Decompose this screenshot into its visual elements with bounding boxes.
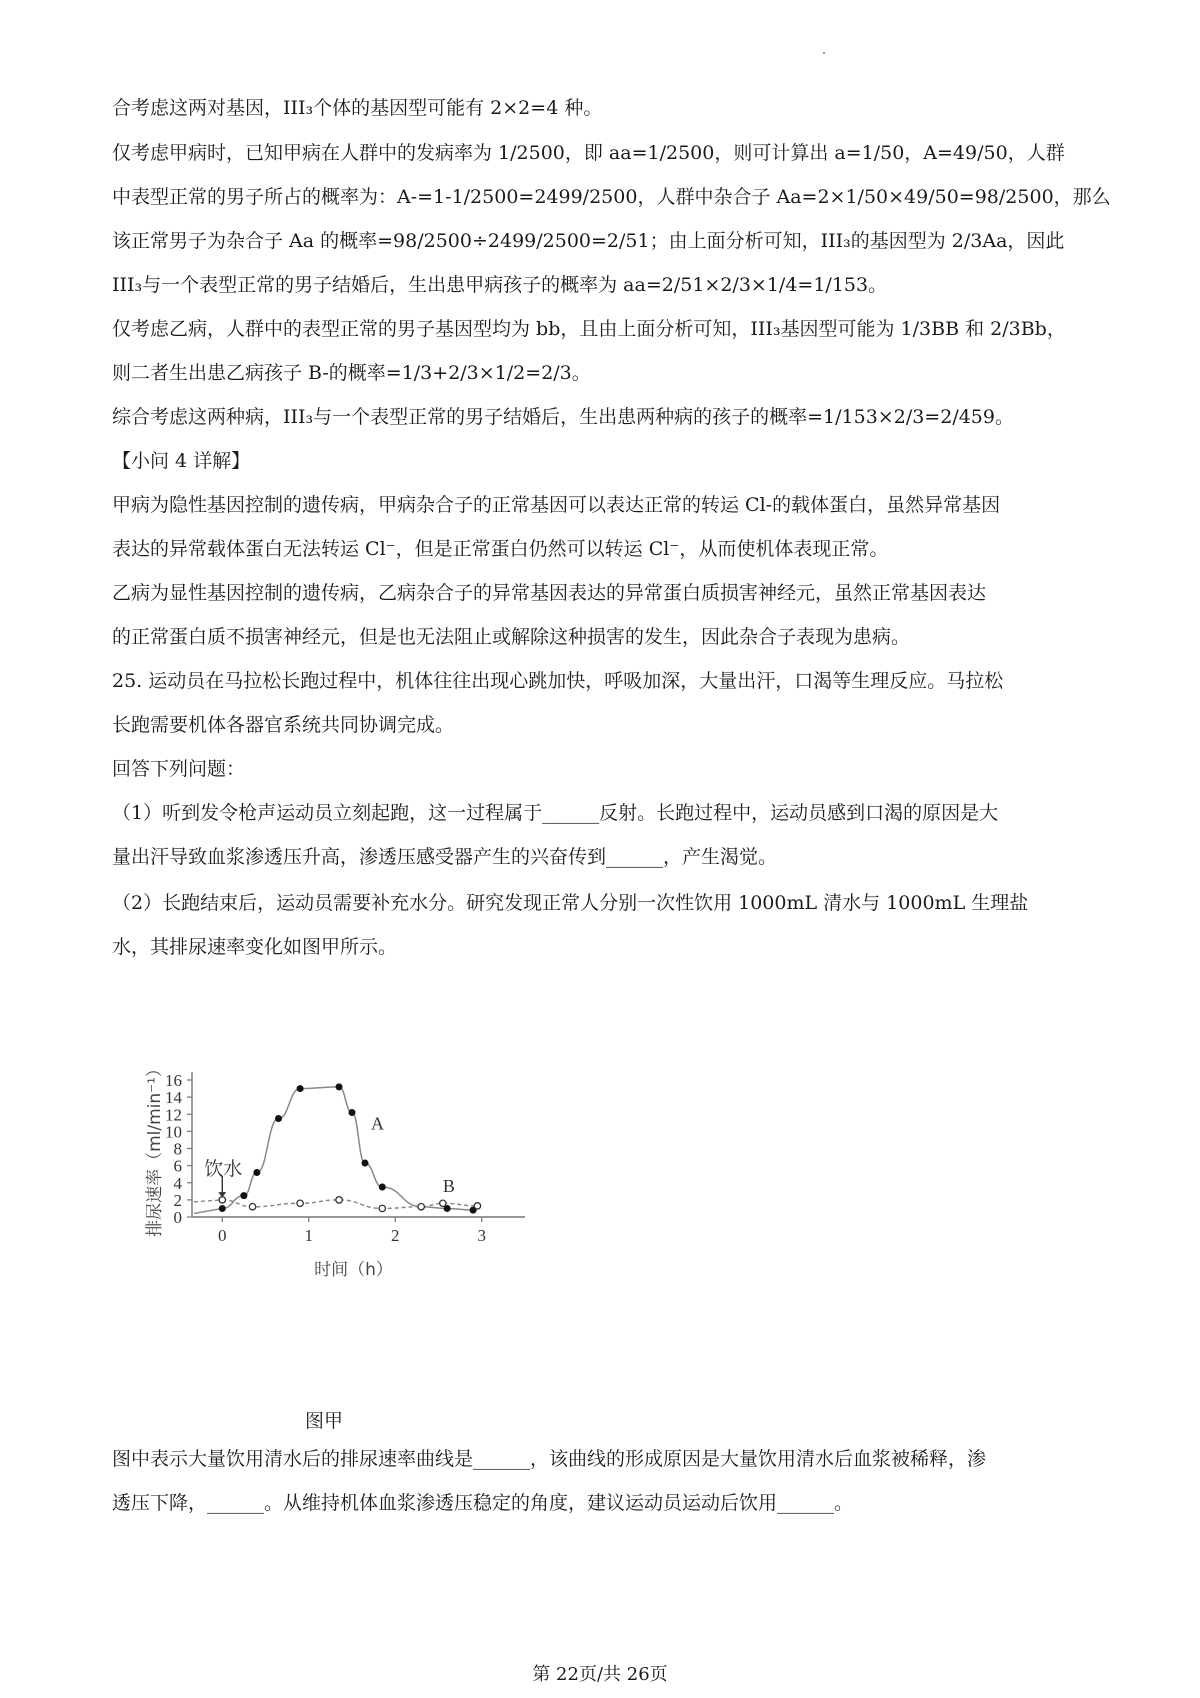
question-text: 回答下列问题： (112, 758, 246, 780)
page-footer: 第 22页/共 26页 (532, 1664, 668, 1685)
y-tick-label: 6 (173, 1156, 182, 1176)
series-A-line (222, 1087, 473, 1210)
text-line: 中表型正常的男子所占的概率为：A-=1-1/2500=2499/2500，人群中杂合子 Aa=2×1/50×49/50=98/2500，那么 (112, 186, 1111, 208)
x-tick-label: 0 (218, 1226, 227, 1245)
y-axis-label: 排尿速率（ml/min⁻¹） (145, 1060, 165, 1237)
y-tick-label: 14 (165, 1088, 182, 1108)
series-B-point (297, 1200, 303, 1206)
series-B-point (379, 1205, 385, 1211)
text-line: 仅考虑乙病，人群中的表型正常的男子基因型均为 bb，且由上面分析可知，III₃基因型可能为 1/3BB 和 2/3Bb， (112, 318, 1066, 340)
text-line: 仅考虑甲病时，已知甲病在人群中的发病率为 1/2500，即 aa=1/2500，则可计算出 a=1/50，A=49/50，人群 (112, 142, 1065, 164)
series-B-point (219, 1197, 225, 1203)
text-line: 乙病为显性基因控制的遗传病，乙病杂合子的异常基因表达的异常蛋白质损害神经元，虽然正常基因表达 (112, 582, 987, 604)
series-A-point (361, 1160, 368, 1167)
y-tick-label: 4 (173, 1173, 182, 1193)
text-line: 的正常蛋白质不损害神经元，但是也无法阻止或解除这种损害的发生，因此杂合子表现为患病。 (112, 626, 911, 648)
drink-water-arrow-head (218, 1192, 226, 1197)
y-tick-label: 8 (173, 1139, 182, 1159)
text-line: 表达的异常载体蛋白无法转运 Cl⁻，但是正常蛋白仍然可以转运 Cl⁻，从而使机体表现正常。 (112, 538, 889, 560)
x-axis-label: 时间（h） (314, 1260, 393, 1280)
series-A-point (275, 1115, 282, 1122)
question-text: 图中表示大量饮用清水后的排尿速率曲线是______，该曲线的形成原因是大量饮用清水后血浆被稀释，渗 (112, 1448, 987, 1470)
figure-caption: 图甲 (305, 1410, 344, 1432)
series-A-lead (194, 1208, 222, 1213)
text-line: 该正常男子为杂合子 Aa 的概率=98/2500÷2499/2500=2/51；由上面分析可知，III₃的基因型为 2/3Aa，因此 (112, 230, 1065, 252)
scan-speck (823, 52, 825, 54)
question-text: 25. 运动员在马拉松长跑过程中，机体往往出现心跳加快，呼吸加深，大量出汗，口渴等生理反应。马拉松 (112, 670, 1004, 692)
text-line: 则二者生出患乙病孩子 B-的概率=1/3+2/3×1/2=2/3。 (112, 362, 591, 384)
series-B-point (474, 1203, 480, 1209)
question-text: 长跑需要机体各器官系统共同协调完成。 (112, 714, 455, 736)
series-A-point (349, 1109, 356, 1116)
series-B-lead (194, 1200, 222, 1202)
series-B-point (440, 1200, 446, 1206)
drink-water-annotation: 饮水 (204, 1158, 243, 1181)
text-line: 合考虑这两对基因，III₃个体的基因型可能有 2×2=4 种。 (112, 97, 603, 119)
series-A-point (379, 1184, 386, 1191)
text-line: 综合考虑这两种病，III₃与一个表型正常的男子结婚后，生出患两种病的孩子的概率=1/153×2/3=2/459。 (112, 406, 1014, 428)
section-heading: 【小问 4 详解】 (112, 450, 251, 472)
y-tick-label: 2 (173, 1190, 182, 1210)
x-tick-label: 2 (391, 1226, 400, 1245)
y-tick-label: 16 (165, 1071, 182, 1090)
series-A-point (336, 1083, 343, 1090)
series-label: B (442, 1176, 455, 1197)
y-tick-label: 12 (165, 1105, 182, 1125)
series-A-point (240, 1192, 247, 1199)
series-B-point (418, 1204, 424, 1210)
series-label: A (371, 1113, 385, 1134)
question-text: 量出汗导致血浆渗透压升高，渗透压感受器产生的兴奋传到______，产生渴觉。 (112, 846, 778, 868)
x-tick-label: 1 (304, 1226, 314, 1245)
question-text: （1）听到发令枪声运动员立刻起跑，这一过程属于______反射。长跑过程中，运动员感到口渴的原因是大 (112, 802, 999, 824)
text-line: 甲病为隐性基因控制的遗传病，甲病杂合子的正常基因可以表达正常的转运 Cl-的载体蛋白，虽然异常基因 (112, 494, 1001, 516)
series-B-point (249, 1204, 255, 1210)
question-text: 水，其排尿速率变化如图甲所示。 (112, 936, 398, 958)
text-line: III₃与一个表型正常的男子结婚后，生出患甲病孩子的概率为 aa=2/51×2/3×1/4=1/153。 (112, 274, 888, 296)
question-text: （2）长跑结束后，运动员需要补充水分。研究发现正常人分别一次性饮用 1000mL 清水与 1000mL 生理盐 (112, 892, 1029, 914)
series-A-point (253, 1169, 260, 1176)
series-A-point (297, 1085, 304, 1092)
urination-rate-chart (145, 1060, 590, 1370)
question-text: 透压下降，______。从维持机体血浆渗透压稳定的角度，建议运动员运动后饮用______。 (112, 1492, 854, 1514)
y-tick-label: 0 (173, 1208, 182, 1227)
x-tick-label: 3 (477, 1226, 487, 1245)
series-B-point (336, 1197, 342, 1203)
series-A-point (219, 1205, 226, 1212)
y-tick-label: 10 (165, 1122, 182, 1142)
